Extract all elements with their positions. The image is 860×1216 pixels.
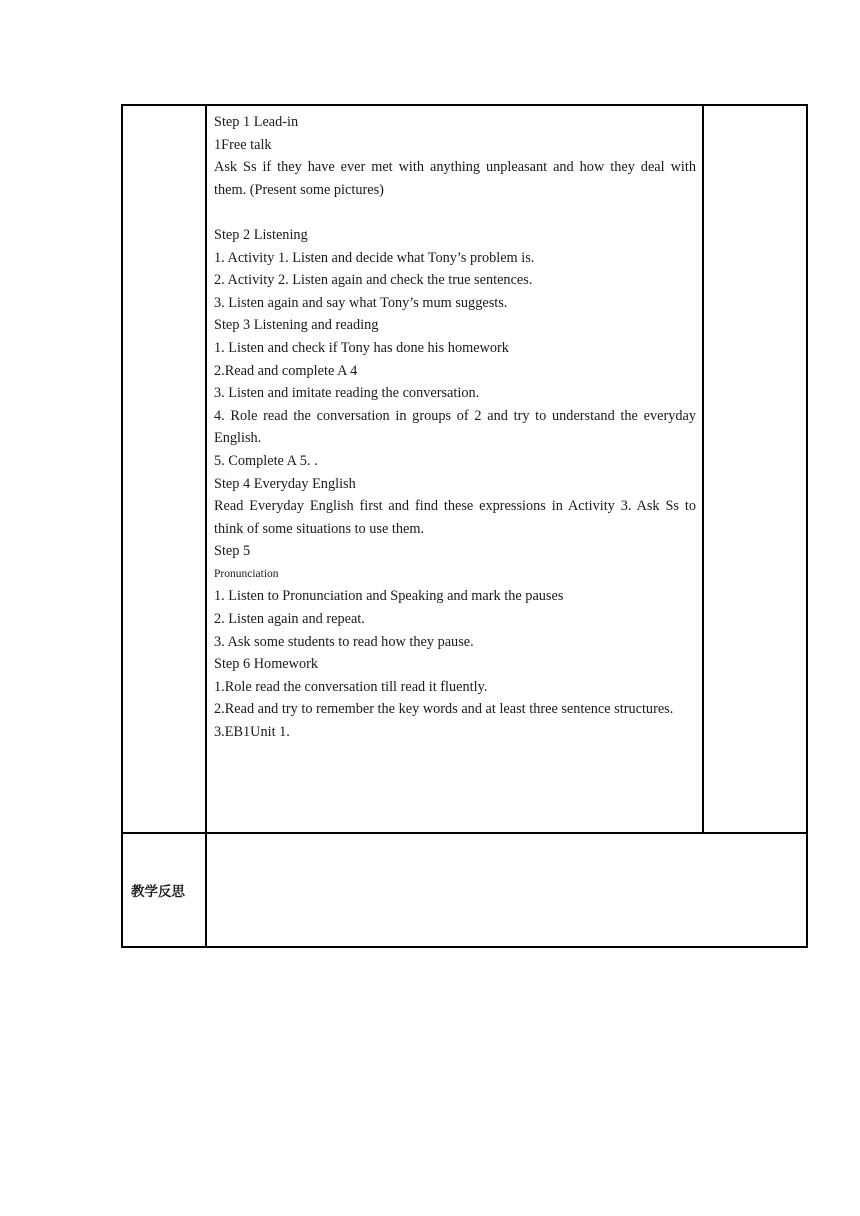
step-5-heading: Step 5 xyxy=(214,543,251,560)
step-3-item-2: 2.Read and complete A 4 xyxy=(214,362,358,379)
step-5-item-3: 3. Ask some students to read how they pause. xyxy=(214,633,474,650)
blank-line xyxy=(214,201,696,224)
teaching-steps-cell xyxy=(206,105,703,833)
step-6-item-2: 2.Read and try to remember the key words and at least three sentence structures. xyxy=(214,701,674,718)
step-2-item-3: 3. Listen again and say what Tony’s mum suggests. xyxy=(214,294,508,311)
reflection-row xyxy=(122,833,807,947)
step-3-heading: Step 3 Listening and reading xyxy=(214,317,379,334)
step-6-heading: Step 6 Homework xyxy=(214,656,319,673)
step-4-heading: Step 4 Everyday English xyxy=(214,475,356,492)
step-6-item-3: 3.EB1Unit 1. xyxy=(214,724,290,741)
step-1-description: Ask Ss if they have ever met with anything unpleasant and how they deal with them. (Present some pictures) xyxy=(214,159,696,198)
reflection-content-cell xyxy=(206,833,807,947)
step-1-item-free-talk: 1Free talk xyxy=(214,136,272,153)
step-2-item-1: 1. Activity 1. Listen and decide what Tony’s problem is. xyxy=(214,249,535,266)
step-1-heading: Step 1 Lead-in xyxy=(214,114,299,130)
step-5-subheading: Pronunciation xyxy=(214,567,279,580)
step-2-item-2: 2. Activity 2. Listen again and check the true sentences. xyxy=(214,272,533,289)
lesson-plan-table xyxy=(121,104,808,948)
step-2-heading: Step 2 Listening xyxy=(214,226,308,243)
teaching-steps-row xyxy=(122,105,807,833)
step-5-item-2: 2. Listen again and repeat. xyxy=(214,611,365,628)
reflection-label: 教学反思 xyxy=(122,833,206,947)
right-empty-cell xyxy=(703,105,807,833)
step-5-item-1: 1. Listen to Pronunciation and Speaking and mark the pauses xyxy=(214,588,564,605)
step-3-item-1: 1. Listen and check if Tony has done his homework xyxy=(214,339,509,356)
left-empty-cell xyxy=(122,105,206,833)
step-3-item-5: 5. Complete A 5. . xyxy=(214,452,318,469)
step-4-description: Read Everyday English first and find these expressions in Activity 3. Ask Ss to think of some situations to use them. xyxy=(214,498,696,537)
step-3-item-4: 4. Role read the conversation in groups of 2 and try to understand the everyday English. xyxy=(214,407,696,447)
step-3-item-3: 3. Listen and imitate reading the conversation. xyxy=(214,385,480,402)
step-6-item-1: 1.Role read the conversation till read it fluently. xyxy=(214,678,488,695)
